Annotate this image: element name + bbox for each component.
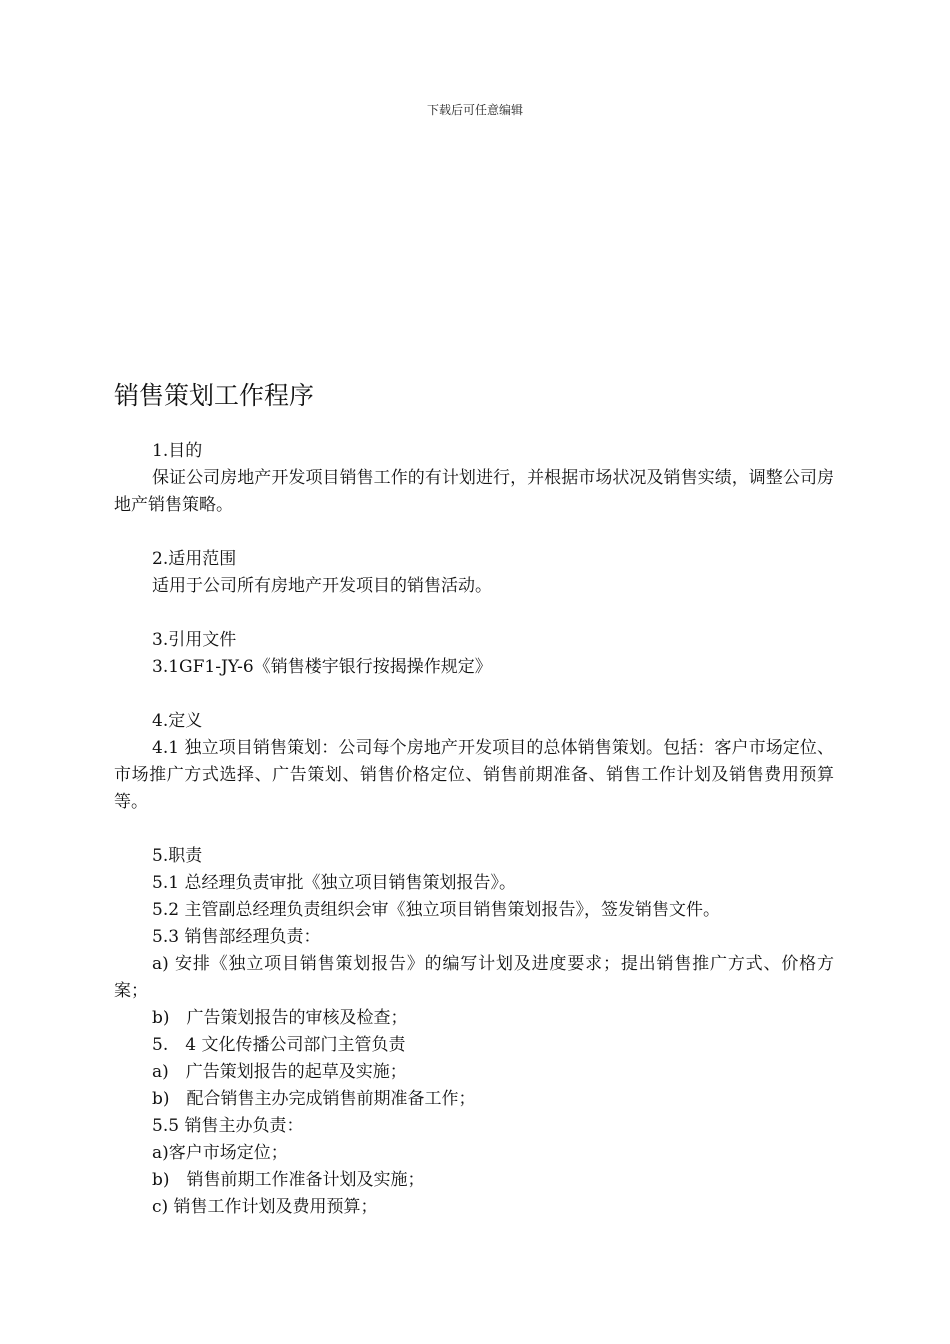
duty-item: 5.3 销售部经理负责： [152,927,321,947]
duty-item: 5.5 销售主办负责： [152,1116,304,1136]
duty-item: b) 销售前期工作准备计划及实施； [152,1170,425,1190]
duty-item: 5.1 总经理负责审批《独立项目销售策划报告》。 [152,873,516,893]
duty-item: b) 配合销售主办完成销售前期准备工作； [152,1089,476,1109]
section-body-purpose: 保证公司房地产开发项目销售工作的有计划进行，并根据市场状况及销售实绩，调整公司房地产销售策略。 [114,468,834,515]
spacer [114,681,834,708]
document-body [114,438,834,1221]
section-body-scope: 适用于公司所有房地产开发项目的销售活动。 [152,576,492,596]
section-heading-duties: 5.职责 [152,846,203,866]
section-heading-references: 3.引用文件 [152,630,237,650]
duty-item: 5. 4 文化传播公司部门主管负责 [152,1035,406,1055]
header-note: 下载后可任意编辑 [426,103,523,117]
section-heading-purpose: 1.目的 [152,441,203,461]
section-heading-scope: 2.适用范围 [152,549,237,569]
duty-item: b) 广告策划报告的审核及检查； [152,1008,408,1028]
section-heading-definitions: 4.定义 [152,711,203,731]
section-body-definitions: 4.1 独立项目销售策划：公司每个房地产开发项目的总体销售策划。包括：客户市场定位、市场推广方式选择、广告策划、销售价格定位、销售前期准备、销售工作计划及销售费用预算等。 [114,738,834,812]
duty-item: a) 安排《独立项目销售策划报告》的编写计划及进度要求；提出销售推广方式、价格方案； [114,954,834,1001]
spacer [114,600,834,627]
spacer [114,519,834,546]
duty-item: a)客户市场定位； [152,1143,288,1163]
duty-item: c) 销售工作计划及费用预算； [152,1197,378,1217]
duty-item: 5.2 主管副总经理负责组织会审《独立项目销售策划报告》，签发销售文件。 [152,900,720,920]
document-title: 销售策划工作程序 [114,381,315,410]
duty-item: a) 广告策划报告的起草及实施； [152,1062,407,1082]
section-body-references: 3.1GF1-JY-6《销售楼宇银行按揭操作规定》 [152,657,492,677]
spacer [114,816,834,843]
